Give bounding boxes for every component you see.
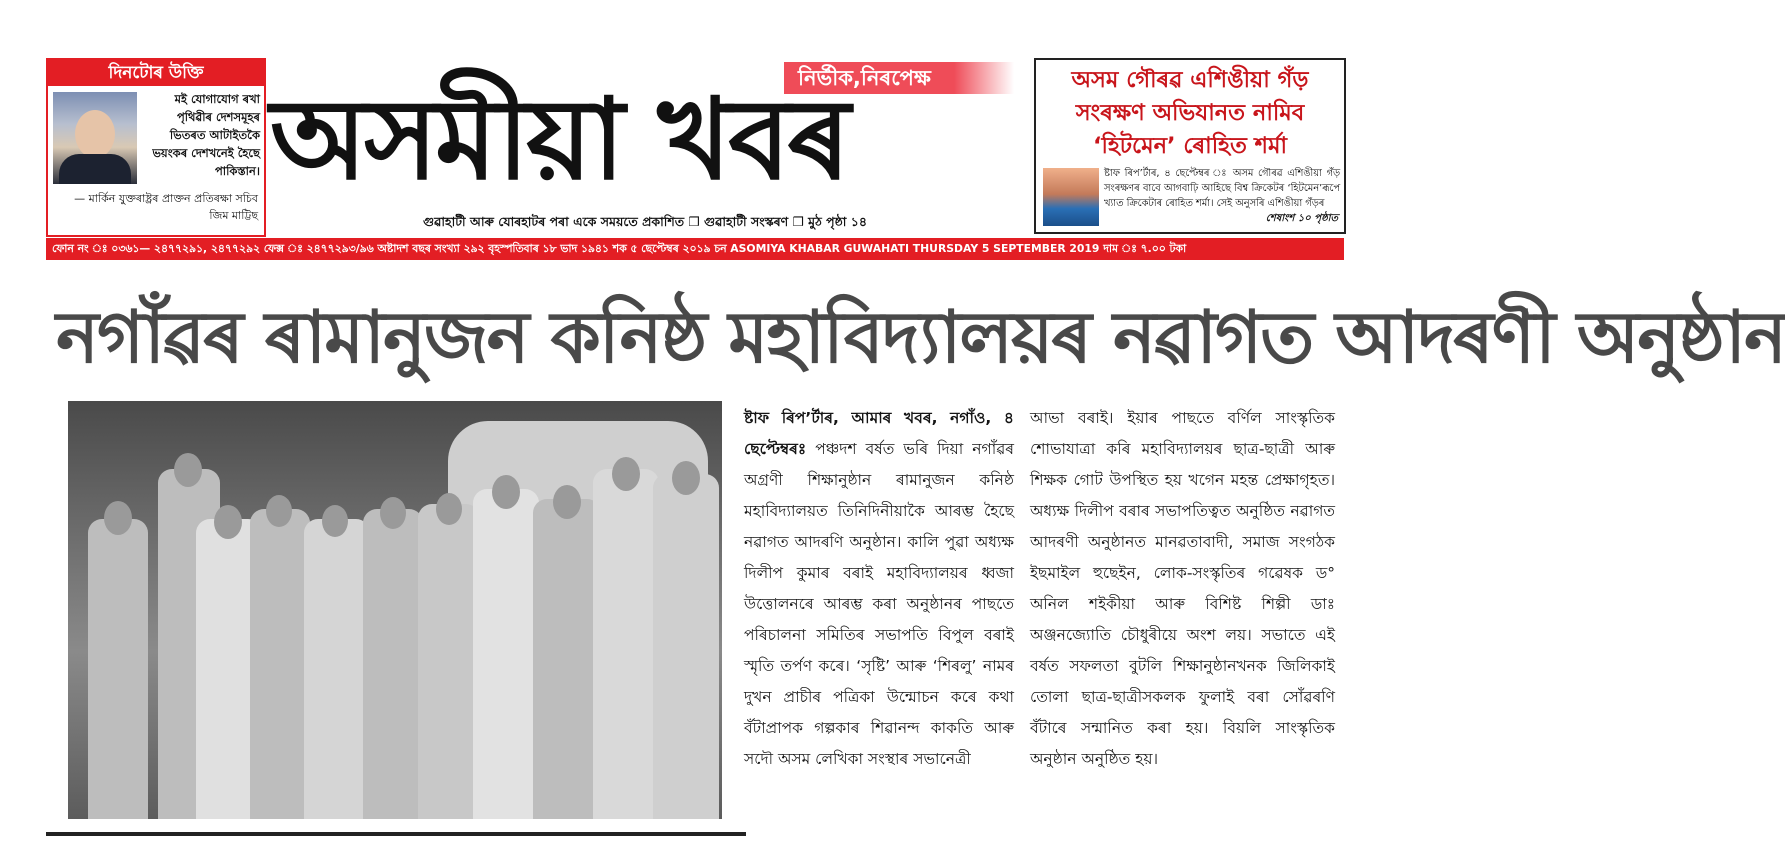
face-shape xyxy=(75,110,115,158)
person-figure xyxy=(418,504,480,819)
person-head xyxy=(492,475,520,509)
masthead-subtitle: গুৱাহাটী আৰু যোৰহাটৰ পৰা একে সময়তে প্ৰকাশিত ❒ গুৱাহাটী সংস্কৰণ ❒ মুঠ পৃষ্ঠা ১৪ xyxy=(423,214,867,229)
sports-text: ষ্টাফ ৰিপ’ৰ্টাৰ, ৪ ছেপ্টেম্বৰ ঃ অসম গৌৰৱ এশিঙীয়া গঁড় সংৰক্ষণৰ বাবে আগবাঢ়ি আহিছে বিশ্ব ক্ৰিকেটৰ ‘হিটমেন’ৰূপে খ্যাত ক্ৰিকেটাৰ ৰোহিত শৰ্মা। সেই অনুসৰি এশিঙীয়া গঁড়ৰ xyxy=(1104,168,1340,209)
article-column-1 xyxy=(744,403,1014,775)
suit-shape xyxy=(59,154,131,184)
person-head xyxy=(380,497,406,529)
person-head xyxy=(266,495,292,527)
quote-attribution: — মাৰ্কিন যুক্তৰাষ্ট্ৰৰ প্ৰাক্তন প্ৰতিৰক্ষা সচিব জিম মাট্টিছ xyxy=(74,192,258,222)
person-head xyxy=(104,501,132,535)
article-byline: ষ্টাফ ৰিপ’ৰ্টাৰ, আমাৰ খবৰ, নগাঁও, ৪ ছেপ্টেম্বৰঃ xyxy=(744,409,1014,458)
person-figure xyxy=(653,474,719,819)
person-head xyxy=(672,461,700,495)
article-column-2 xyxy=(1030,403,1335,775)
article-body-2: আভা বৰাই। ইয়াৰ পাছতে বৰ্ণিল সাংস্কৃতিক শোভাযাত্ৰা কৰি মহাবিদ্যালয়ৰ ছাত্ৰ-ছাত্ৰী আৰু শিক্ষক গোট উপস্থিত হয় খগেন মহন্ত প্ৰেক্ষাগৃহত। অধ্যক্ষ দিলীপ বৰাৰ সভাপতিত্বত অনুষ্ঠিত নৱাগত আদৰণী অনুষ্ঠানত মানৱতাবাদী, সমাজ সংগঠক ইছমাইল হুছেইন, লোক-সংস্কৃতিৰ গৱেষক ড° অনিল শইকীয়া আৰু বিশিষ্ট শিল্পী ডাঃ অঞ্জনজ্যোতি চৌধুৰীয়ে অংশ লয়। সভাতে এই বৰ্ষত সফলতা বুটলি শিক্ষানুষ্ঠানখনক জিলিকাই তোলা ছাত্ৰ-ছাত্ৰীসকলক ফুলাই বৰা সোঁৱৰণি বঁটাৰে সন্মানিত কৰা হয়। বিয়লি সাংস্কৃতিক অনুষ্ঠান অনুষ্ঠিত হয়। xyxy=(1030,409,1335,768)
sports-headline: অসম গৌৰৱ এশিঙীয়া গঁড় সংৰক্ষণ অভিযানত নামিব ‘হিটমেন’ ৰোহিত শৰ্মা xyxy=(1071,67,1309,159)
person-figure xyxy=(473,489,539,819)
person-figure xyxy=(593,469,659,819)
article-body-1: পঞ্চদশ বৰ্ষত ভৰি দিয়া নগাঁৱৰ অগ্ৰণী শিক্ষানুষ্ঠান ৰামানুজন কনিষ্ঠ মহাবিদ্যালয়ত তিনিদিনীয়াকৈ আৰম্ভ হৈছে নৱাগত আদৰণি অনুষ্ঠান। কালি পুৱা অধ্যক্ষ দিলীপ কুমাৰ বৰাই মহাবিদ্যালয়ৰ ধ্বজা উত্তোলনৰে আৰম্ভ কৰা অনুষ্ঠানৰ পাছতে পৰিচালনা সমিতিৰ সভাপতি বিপুল বৰাই স্মৃতি তৰ্পণ কৰে। ‘সৃষ্টি’ আৰু ‘শিৰলু’ নামৰ দুখন প্ৰাচীৰ পত্ৰিকা উন্মোচন কৰে কথা বঁটাপ্ৰাপক গল্পকাৰ শিৱানন্দ কাকতি আৰু সদৌ অসম লেখিকা সংস্থাৰ সভানেত্ৰী xyxy=(744,440,1014,768)
quote-heading: দিনটোৰ উক্তি xyxy=(48,60,264,86)
sports-news-box xyxy=(1034,58,1346,234)
person-figure xyxy=(533,499,601,819)
person-head xyxy=(174,453,202,487)
article-photo xyxy=(68,401,722,819)
quote-of-the-day-box xyxy=(46,58,266,237)
person-head xyxy=(612,457,640,491)
person-figure xyxy=(304,519,370,819)
newspaper-title: অসমীয়া খবৰ xyxy=(270,74,848,205)
sports-person-photo xyxy=(1043,168,1099,226)
person-figure xyxy=(250,509,310,819)
sports-continued: শেষাংশ ১০ পৃষ্ঠাত xyxy=(1265,213,1338,224)
quote-text: মই যোগাযোগ ৰখা পৃথিৱীৰ দেশসমূহৰ ভিতৰত আটাইতকৈ ভয়ংকৰ দেশখনেই হৈছে পাকিস্তান। xyxy=(152,92,260,178)
person-head xyxy=(553,485,581,519)
tagline-text: নিৰ্ভীক,নিৰপেক্ষ xyxy=(798,66,931,90)
person-figure xyxy=(363,509,423,819)
person-head xyxy=(436,493,462,525)
quote-person-photo xyxy=(53,92,137,184)
person-figure xyxy=(88,519,148,819)
article-headline: নগাঁৱৰ ৰামানুজন কনিষ্ঠ মহাবিদ্যালয়ৰ নৱাগত আদৰণী অনুষ্ঠান xyxy=(56,294,1785,379)
person-head xyxy=(214,505,242,539)
person-head xyxy=(322,505,348,537)
issue-info-strip: ফোন নং ঃ ০৩৬১— ২৪৭৭২৯১, ২৪৭৭২৯২ ফেক্স ঃ ২৪৭৭২৯৩/৯৬ অষ্টাদশ বছৰ সংখ্যা ২৯২ বৃহস্পতিবাৰ ১৮ ভাদ ১৯৪১ শক ৫ ছেপ্টেম্বৰ ২০১৯ চন ASOMIYA KHABAR GUWAHATI THURSDAY 5 SEPTEMBER 2019 দাম ঃ ৭.০০ টকা xyxy=(46,238,1344,260)
bottom-rule xyxy=(46,832,746,836)
